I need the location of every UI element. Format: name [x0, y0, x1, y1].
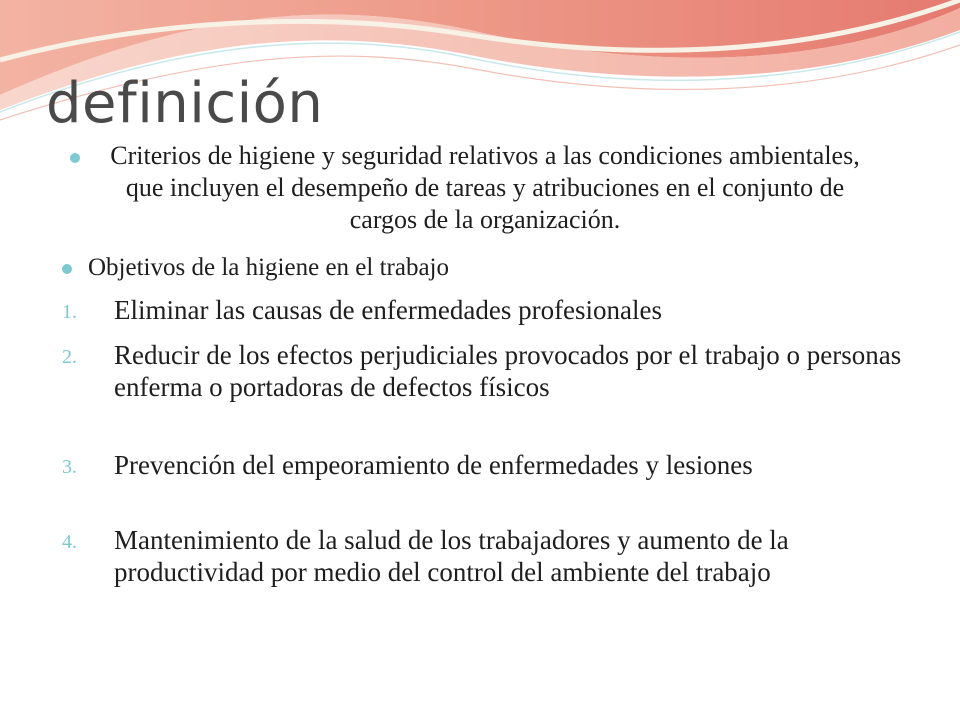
list-number: 4. [62, 531, 77, 553]
list-item: Prevención del empeoramiento de enfermedades y lesiones [114, 450, 753, 480]
bullet-dot-icon [70, 153, 80, 163]
list-item: Eliminar las causas de enfermedades profesionales [114, 295, 663, 325]
list-item: Reducir de los efectos perjudiciales provocados por el trabajo o personas enferma o portadoras de defectos físicos [114, 340, 902, 402]
list-number: 2. [62, 346, 77, 368]
bullet-definition: Criterios de higiene y seguridad relativos a las condiciones ambientales, que incluyen el desempeño de tareas y atribuciones en el conjunto de cargos de la organización. [110, 141, 860, 234]
list-number: 1. [62, 301, 77, 323]
list-item: Mantenimiento de la salud de los trabajadores y aumento de la productividad por medio del control del ambiente del trabajo [114, 525, 789, 587]
list-number: 3. [62, 456, 77, 478]
bullet-objectives-heading: Objetivos de la higiene en el trabajo [88, 254, 449, 281]
slide-title: definición [46, 71, 324, 136]
bullet-dot-icon [62, 264, 72, 274]
